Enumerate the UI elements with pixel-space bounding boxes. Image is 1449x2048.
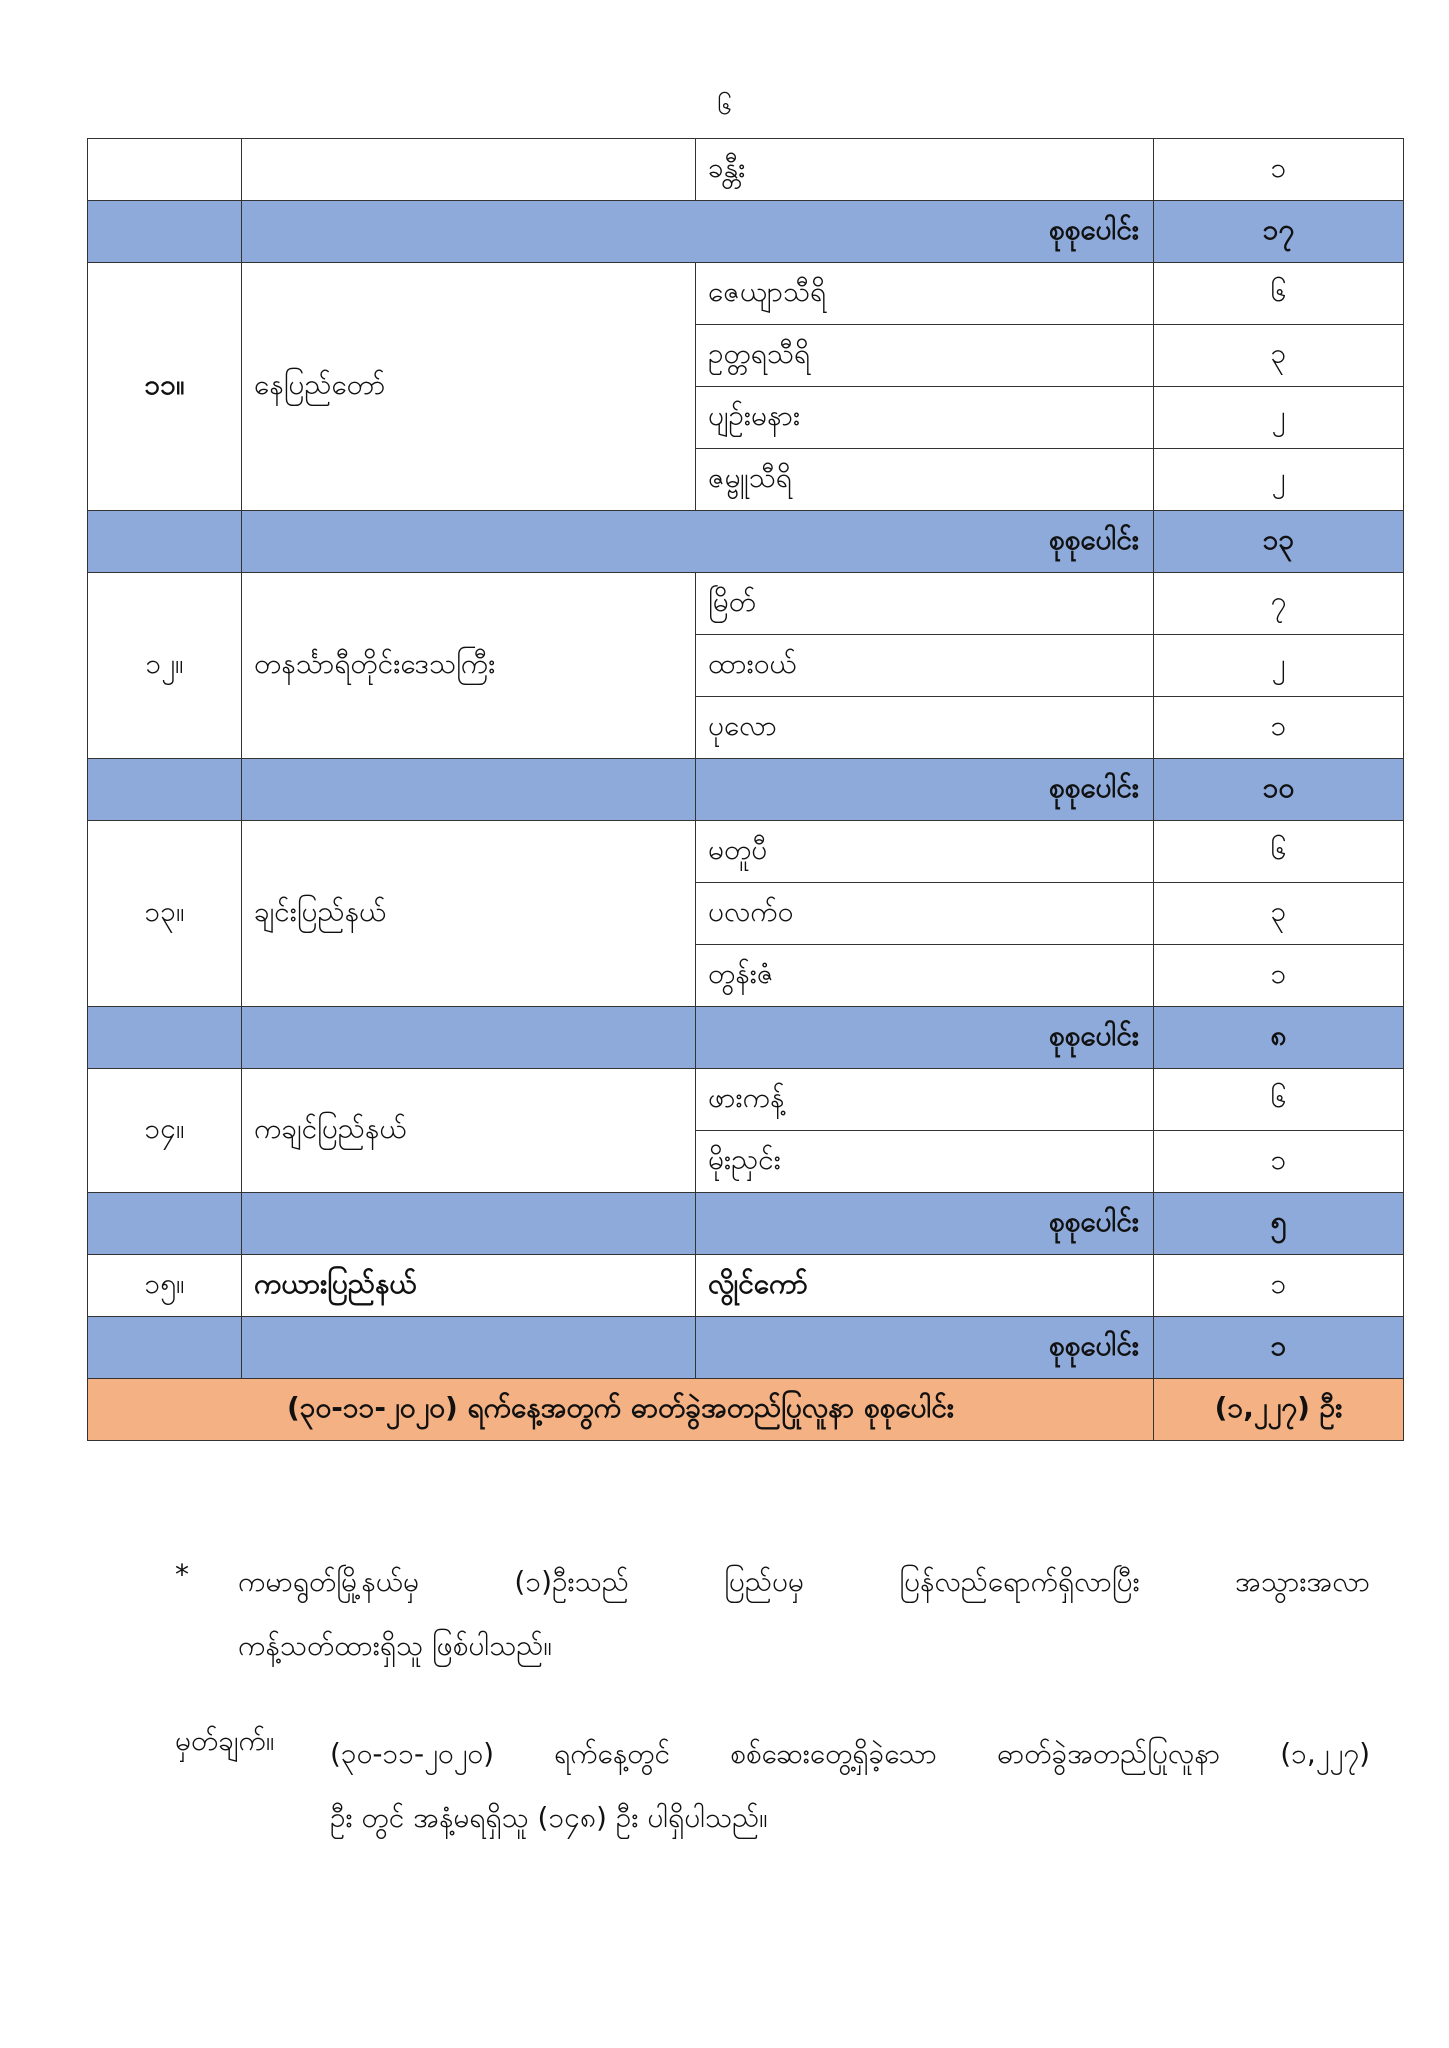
township-cell: မိုးညှင်း [696, 1131, 1154, 1193]
subtotal-label: စုစုပေါင်း [242, 201, 1154, 263]
township-cell: မတူပီ [696, 821, 1154, 883]
subtotal-label: စုစုပေါင်း [242, 511, 1154, 573]
region-cell: နေပြည်တော် [242, 263, 696, 511]
township-cell: ဇမ္ဗူသီရိ [696, 449, 1154, 511]
footnote-line-2: ကန့်သတ်ထားရှိသူ ဖြစ်ပါသည်။ [238, 1629, 552, 1662]
table-row [88, 821, 1404, 883]
remark-line-1: (၃၀-၁၁-၂၀၂၀) ရက်နေ့တွင် စစ်ဆေးတွေ့ရှိခဲ့သော ဓာတ်ခွဲအတည်ပြုလူနာ (၁,၂၂၇) [330, 1737, 1370, 1770]
count-cell: ၆ [1154, 821, 1404, 883]
cases-table [87, 138, 1404, 1441]
table-row [88, 263, 1404, 325]
count-cell: ၂ [1154, 449, 1404, 511]
table-row [88, 139, 1404, 201]
region-cell: ချင်းပြည်နယ် [242, 821, 696, 1007]
township-cell: ဇေယျာသီရိ [696, 263, 1154, 325]
region-cell: ကယားပြည်နယ် [242, 1255, 696, 1317]
township-cell: ထားဝယ် [696, 635, 1154, 697]
township-cell: လွိုင်ကော် [696, 1255, 1154, 1317]
footnote-line-1: ကမာရွတ်မြို့နယ်မှ (၁)ဦးသည် ပြည်ပမှ ပြန်လည်ရောက်ရှိလာပြီး အသွားအလာ [238, 1565, 1370, 1598]
subtotal-row [88, 1193, 1404, 1255]
footnote-text [238, 1550, 1370, 1678]
table-row [88, 1255, 1404, 1317]
row-number: ၁၂။ [88, 573, 242, 759]
row-number: ၁၃။ [88, 821, 242, 1007]
subtotal-row [88, 1317, 1404, 1379]
count-cell: ၃ [1154, 325, 1404, 387]
township-cell: မြိတ် [696, 573, 1154, 635]
count-cell: ၆ [1154, 1069, 1404, 1131]
subtotal-label: စုစုပေါင်း [696, 1193, 1154, 1255]
remark-line-2: ဦး တွင် အနံ့မရရှိသူ (၁၄၈) ဦး ပါရှိပါသည်။ [330, 1801, 768, 1834]
row-number [88, 139, 242, 201]
count-cell: ၂ [1154, 635, 1404, 697]
row-number: ၁၅။ [88, 1255, 242, 1317]
township-cell: ဖားကန့် [696, 1069, 1154, 1131]
subtotal-count: ၁ [1154, 1317, 1404, 1379]
table-row [88, 573, 1404, 635]
count-cell: ၆ [1154, 263, 1404, 325]
township-cell: ပုလော [696, 697, 1154, 759]
footnote-marker: * [175, 1558, 189, 1591]
township-cell: ခန္တီး [696, 139, 1154, 201]
subtotal-row [88, 201, 1404, 263]
count-cell: ၁ [1154, 697, 1404, 759]
remark-label: မှတ်ချက်။ [175, 1724, 275, 1757]
count-cell: ၁ [1154, 1131, 1404, 1193]
subtotal-label: စုစုပေါင်း [696, 1007, 1154, 1069]
region-cell: ကချင်ပြည်နယ် [242, 1069, 696, 1193]
subtotal-count: ၁၃ [1154, 511, 1404, 573]
count-cell: ၁ [1154, 1255, 1404, 1317]
subtotal-row [88, 511, 1404, 573]
count-cell: ၃ [1154, 883, 1404, 945]
subtotal-count: ၁၇ [1154, 201, 1404, 263]
count-cell: ၇ [1154, 573, 1404, 635]
region-cell [242, 139, 696, 201]
grand-total-label: (၃၀-၁၁-၂၀၂၀) ရက်နေ့အတွက် ဓာတ်ခွဲအတည်ပြုလူနာ စုစုပေါင်း [88, 1379, 1154, 1441]
township-cell: ပလက်ဝ [696, 883, 1154, 945]
subtotal-row [88, 759, 1404, 821]
row-number: ၁၄။ [88, 1069, 242, 1193]
township-cell: တွန်းဇံ [696, 945, 1154, 1007]
count-cell: ၁ [1154, 139, 1404, 201]
subtotal-count: ၈ [1154, 1007, 1404, 1069]
subtotal-label: စုစုပေါင်း [696, 759, 1154, 821]
subtotal-count: ၅ [1154, 1193, 1404, 1255]
remark-text [330, 1722, 1370, 1850]
grand-total-value: (၁,၂၂၇) ဦး [1154, 1379, 1404, 1441]
region-cell: တနင်္သာရီတိုင်းဒေသကြီး [242, 573, 696, 759]
subtotal-count: ၁၀ [1154, 759, 1404, 821]
count-cell: ၁ [1154, 945, 1404, 1007]
township-cell: ဥတ္တရသီရိ [696, 325, 1154, 387]
township-cell: ပျဉ်းမနား [696, 387, 1154, 449]
subtotal-label: စုစုပေါင်း [696, 1317, 1154, 1379]
subtotal-row [88, 1007, 1404, 1069]
page-number: ၆ [717, 91, 732, 121]
table-row [88, 1069, 1404, 1131]
count-cell: ၂ [1154, 387, 1404, 449]
row-number: ၁၁။ [88, 263, 242, 511]
grand-total-row [88, 1379, 1404, 1441]
